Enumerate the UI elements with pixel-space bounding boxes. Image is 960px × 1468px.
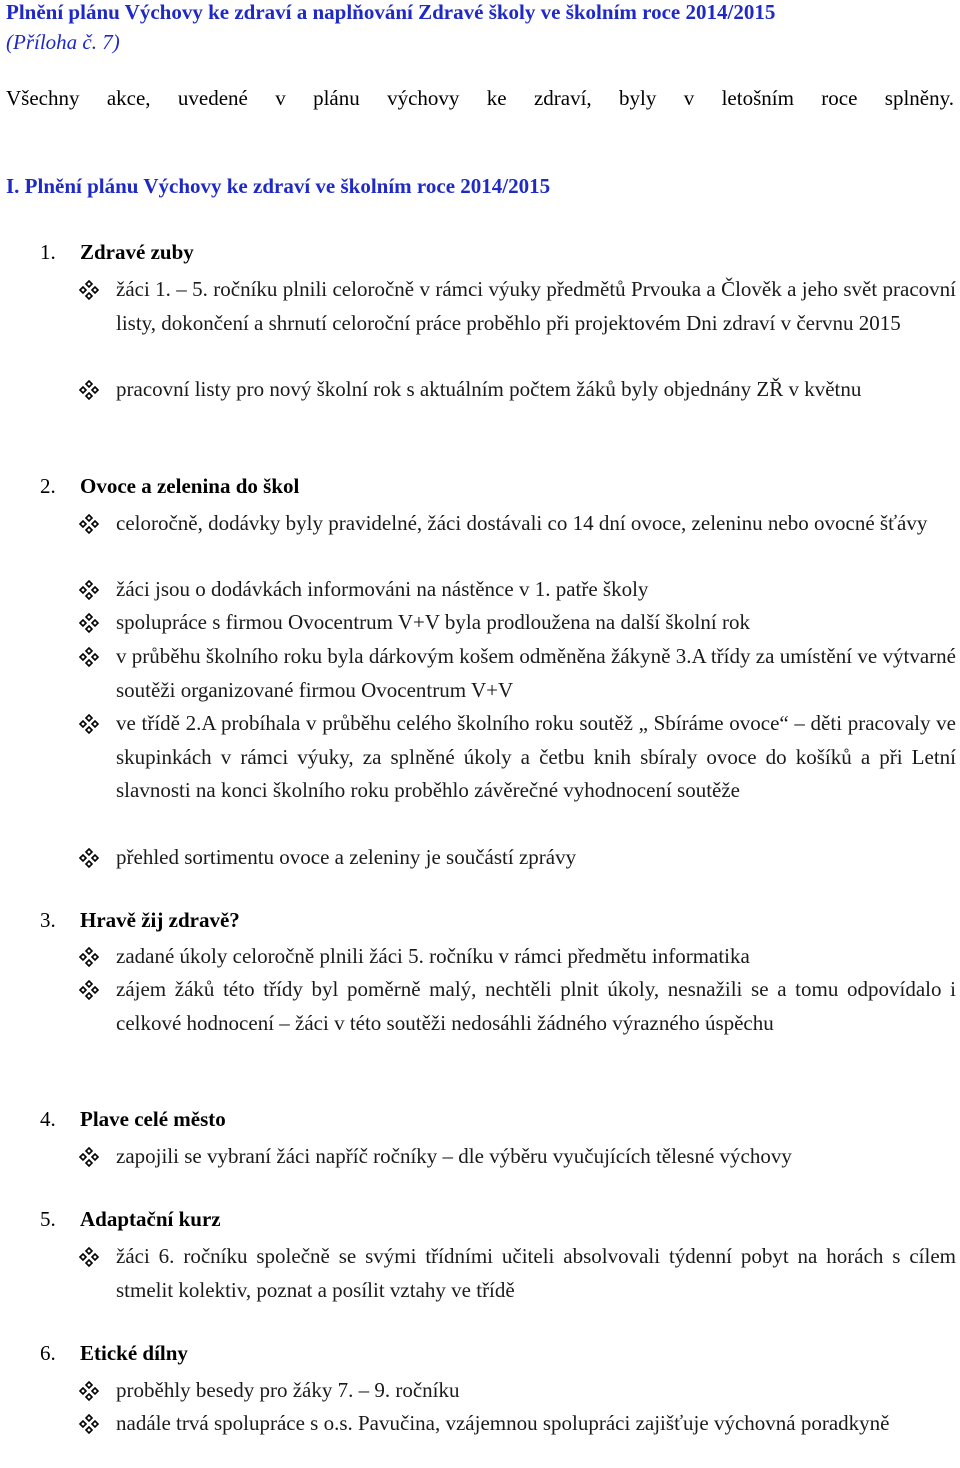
four-diamond-bullet-icon	[78, 1246, 100, 1268]
list-item-text: žáci jsou o dodávkách informováni na nástěnce v 1. patře školy	[116, 577, 649, 601]
document-subtitle: (Příloha č. 7)	[6, 30, 120, 54]
section-number: 4.	[40, 1107, 56, 1131]
list-item-text: přehled sortimentu ovoce a zeleniny je součástí zprávy	[116, 845, 577, 869]
four-diamond-bullet-icon	[78, 612, 100, 634]
list-item-text: žáci 6. ročníku společně se svými třídními učiteli absolvovali týdenní pobyt na horách s cílem stmelit kolektiv, poznat a posílit vztahy ve třídě	[116, 1244, 956, 1302]
section-title: Adaptační kurz	[80, 1207, 221, 1231]
section-number: 2.	[40, 474, 56, 498]
list-item-text: zadané úkoly celoročně plnili žáci 5. ročníku v rámci předmětu informatika	[116, 944, 750, 968]
four-diamond-bullet-icon	[78, 513, 100, 535]
section-heading-1	[40, 240, 194, 265]
list-item-text: celoročně, dodávky byly pravidelné, žáci dostávali co 14 dní ovoce, zeleninu nebo ovocné šťávy	[116, 511, 928, 535]
section-number: 5.	[40, 1207, 56, 1231]
section-heading-3	[40, 908, 240, 933]
list-item-text: zapojili se vybraní žáci napříč ročníky – dle výběru vyučujících tělesné výchovy	[116, 1144, 792, 1168]
four-diamond-bullet-icon	[78, 847, 100, 869]
four-diamond-bullet-icon	[78, 1413, 100, 1435]
section-heading-5	[40, 1207, 221, 1232]
list-item-text: zájem žáků této třídy byl poměrně malý, nechtěli plnit úkoly, nesnažili se a tomu odpovídalo i celkové hodnocení – žáci v této soutěži nedosáhli žádného výrazného úspěchu	[116, 977, 956, 1035]
four-diamond-bullet-icon	[78, 1380, 100, 1402]
section-title: Zdravé zuby	[80, 240, 194, 264]
four-diamond-bullet-icon	[78, 713, 100, 735]
section-heading-2	[40, 474, 299, 499]
list-item-text: žáci 1. – 5. ročníku plnili celoročně v rámci výuky předmětů Prvouka a Člověk a jeho svět pracovní listy, dokončení a shrnutí celoroční práce proběhlo při projektovém Dni zdraví v červnu 2015	[116, 277, 956, 335]
section-title: Plave celé město	[80, 1107, 226, 1131]
four-diamond-bullet-icon	[78, 579, 100, 601]
four-diamond-bullet-icon	[78, 1146, 100, 1168]
list-item-text: nadále trvá spolupráce s o.s. Pavučina, vzájemnou spolupráci zajišťuje výchovná poradkyně	[116, 1411, 890, 1435]
part-heading: I. Plnění plánu Výchovy ke zdraví ve školním roce 2014/2015	[6, 174, 551, 198]
four-diamond-bullet-icon	[78, 379, 100, 401]
section-number: 1.	[40, 240, 56, 264]
four-diamond-bullet-icon	[78, 979, 100, 1001]
section-heading-4	[40, 1107, 226, 1132]
four-diamond-bullet-icon	[78, 946, 100, 968]
list-item-text: v průběhu školního roku byla dárkovým košem odměněna žákyně 3.A třídy za umístění ve výtvarné soutěži organizované firmou Ovocentrum V+V	[116, 644, 956, 702]
intro-paragraph: Všechny akce, uvedené v plánu výchovy ke zdraví, byly v letošním roce splněny.	[6, 86, 954, 110]
list-item-text: pracovní listy pro nový školní rok s aktuálním počtem žáků byly objednány ZŘ v květnu	[116, 377, 862, 401]
list-item-text: ve třídě 2.A probíhala v průběhu celého školního roku soutěž „ Sbíráme ovoce“ – děti pracovaly ve skupinkách v rámci výuky, za splněné úkoly a četbu knih sbíraly ovoce do košíků a při Letní slavnosti na konci školního roku proběhlo závěrečné vyhodnocení soutěže	[116, 711, 956, 802]
list-item-text: spolupráce s firmou Ovocentrum V+V byla prodloužena na další školní rok	[116, 610, 750, 634]
section-title: Ovoce a zelenina do škol	[80, 474, 300, 498]
list-item-text: proběhly besedy pro žáky 7. – 9. ročníku	[116, 1378, 460, 1402]
four-diamond-bullet-icon	[78, 646, 100, 668]
section-title: Etické dílny	[80, 1341, 188, 1365]
section-number: 6.	[40, 1341, 56, 1365]
four-diamond-bullet-icon	[78, 279, 100, 301]
section-number: 3.	[40, 908, 56, 932]
document-title: Plnění plánu Výchovy ke zdraví a naplňování Zdravé školy ve školním roce 2014/2015	[6, 0, 776, 24]
section-title: Hravě žij zdravě?	[80, 908, 240, 932]
section-heading-6	[40, 1341, 188, 1366]
